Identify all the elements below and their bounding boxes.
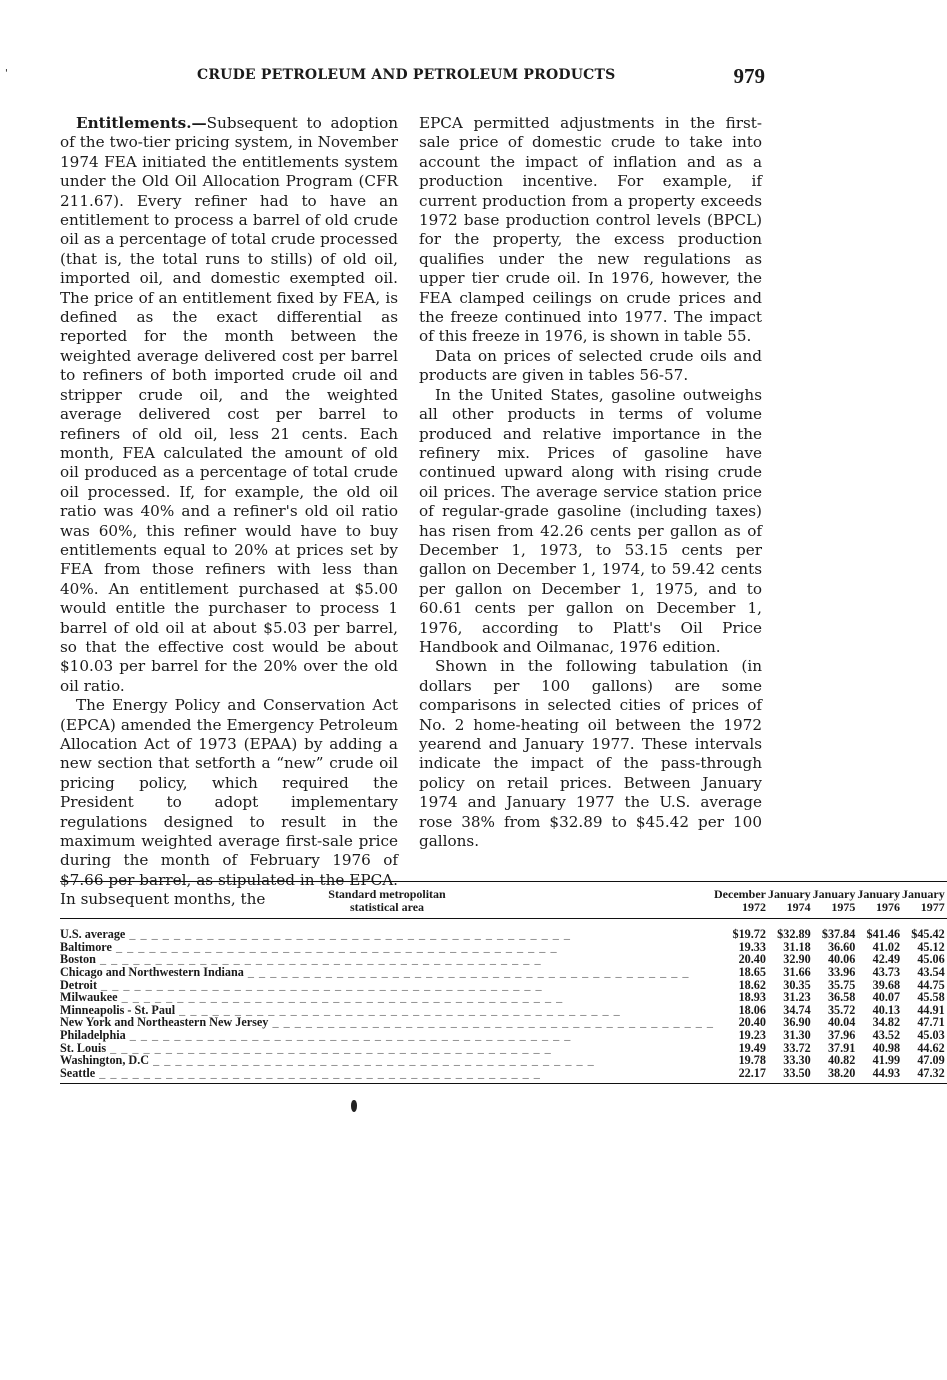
price-cell: 40.82 xyxy=(827,1053,856,1068)
area-label: New York and Northeastern New Jersey xyxy=(60,1015,269,1030)
price-cell: 34.74 xyxy=(783,1002,811,1017)
price-cell: $19.72 xyxy=(732,927,766,942)
price-cell: 43.73 xyxy=(872,964,901,979)
price-cell: 37.96 xyxy=(827,1027,856,1042)
price-cell: 31.30 xyxy=(783,1027,811,1042)
paragraph xyxy=(60,114,398,696)
column-header-area: Standard metropolitan statistical area xyxy=(60,882,714,919)
area-label: Philadelphia xyxy=(60,1027,126,1042)
area-label: U.S. average xyxy=(60,927,126,942)
price-cell: 37.91 xyxy=(827,1040,856,1055)
price-cell: 36.90 xyxy=(783,1015,811,1030)
running-title: CRUDE PETROLEUM AND PETROLEUM PRODUCTS xyxy=(197,67,616,83)
column-header-jan-1977: January 1977 xyxy=(902,882,947,919)
price-cell: 35.72 xyxy=(827,1002,856,1017)
price-cell: 44.93 xyxy=(872,1065,901,1080)
price-cell: $32.89 xyxy=(777,927,811,942)
price-cell: 18.62 xyxy=(738,977,766,992)
price-cell: 36.60 xyxy=(827,939,856,954)
price-cell: 19.23 xyxy=(738,1027,766,1042)
area-label: Baltimore xyxy=(60,939,112,954)
dot-leader: _ _ _ _ _ _ _ _ _ _ _ _ _ _ _ _ _ _ _ _ _ _ _ _ _ _ _ _ _ _ _ _ _ _ _ _ _ _ _ _ xyxy=(97,977,543,992)
price-cell: 47.09 xyxy=(917,1053,945,1068)
left-column xyxy=(60,114,398,910)
price-cell: 40.07 xyxy=(872,990,901,1005)
price-cell: 33.72 xyxy=(783,1040,811,1055)
row-area-name xyxy=(60,919,714,941)
price-cell: 19.78 xyxy=(738,1053,766,1068)
paragraph: The Energy Policy and Conservation Act (EPCA) amended the Emergency Petroleum Allocation Act of 1973 (EPAA) by adding a new section that setforth a “new” crude oil pricing policy, which required the President to adopt implementary regulations designed to result in the maximum weighted average first-sale price during the month of February 1976 of $7.66 per barrel, as stipulated in the EPCA. In subsequent months, the xyxy=(60,696,398,909)
price-cell: 40.06 xyxy=(827,952,856,967)
price-cell: 45.06 xyxy=(917,952,945,967)
column-header-jan-1976: January 1976 xyxy=(857,882,902,919)
run-in-heading: Entitlements.— xyxy=(76,114,207,132)
paragraph: Data on prices of selected crude oils and products are given in tables 56-57. xyxy=(419,346,762,385)
price-cell: 20.40 xyxy=(738,952,766,967)
price-cell: 22.17 xyxy=(738,1065,766,1080)
price-cell: 45.12 xyxy=(917,939,945,954)
dot-leader: _ _ _ _ _ _ _ _ _ _ _ _ _ _ _ _ _ _ _ _ _ _ _ _ _ _ _ _ _ _ _ _ _ _ _ _ _ _ _ _ xyxy=(125,1027,572,1042)
price-cell: 33.30 xyxy=(783,1053,811,1068)
page-header xyxy=(60,66,765,90)
price-cell: 35.75 xyxy=(827,977,856,992)
price-cell: 41.02 xyxy=(872,939,901,954)
price-cell: 18.93 xyxy=(738,990,766,1005)
price-cell: 20.40 xyxy=(738,1015,766,1030)
paragraph: Shown in the following tabulation (in dollars per 100 gallons) are some comparisons in selected cities of prices of No. 2 home-heating oil between the 1972 yearend and January 1977. These intervals indicate the impact of the pass-through policy on retail prices. Between January 1974 and January 1977 the U.S. average rose 38% from $32.89 to $45.42 per 100 gallons. xyxy=(419,657,762,851)
price-cell: 45.58 xyxy=(917,990,945,1005)
price-cell: 43.54 xyxy=(917,964,945,979)
heating-oil-price-table xyxy=(60,881,947,1084)
area-label: Detroit xyxy=(60,977,97,992)
price-cell: $45.42 xyxy=(911,927,945,942)
right-column xyxy=(419,114,762,851)
column-header-jan-1975: January 1975 xyxy=(813,882,858,919)
dot-leader: _ _ _ _ _ _ _ _ _ _ _ _ _ _ _ _ _ _ _ _ _ _ _ _ _ _ _ _ _ _ _ _ _ _ _ _ _ _ _ _ xyxy=(175,1002,621,1017)
price-cell: 34.82 xyxy=(872,1015,901,1030)
area-label: Washington, D.C xyxy=(60,1053,150,1068)
area-label: Chicago and Northwestern Indiana xyxy=(60,964,244,979)
dot-leader: _ _ _ _ _ _ _ _ _ _ _ _ _ _ _ _ _ _ _ _ _ _ _ _ _ _ _ _ _ _ _ _ _ _ _ _ _ _ _ _ xyxy=(125,927,571,942)
dot-leader: _ _ _ _ _ _ _ _ _ _ _ _ _ _ _ _ _ _ _ _ _ _ _ _ _ _ _ _ _ _ _ _ _ _ _ _ _ _ _ _ xyxy=(243,964,690,979)
price-cell: 30.35 xyxy=(783,977,811,992)
price-cell: 44.62 xyxy=(917,1040,945,1055)
price-cell: 40.04 xyxy=(827,1015,856,1030)
price-cell: 36.58 xyxy=(827,990,856,1005)
price-cell: 31.23 xyxy=(783,990,811,1005)
dot-leader: _ _ _ _ _ _ _ _ _ _ _ _ _ _ _ _ _ _ _ _ _ _ _ _ _ _ _ _ _ _ _ _ _ _ _ _ _ _ _ _ xyxy=(149,1053,595,1068)
price-cell: 33.50 xyxy=(783,1065,811,1080)
price-cell: 38.20 xyxy=(827,1065,856,1080)
price-cell: 40.98 xyxy=(872,1040,901,1055)
price-cell: 47.71 xyxy=(917,1015,945,1030)
price-cell: 19.49 xyxy=(738,1040,766,1055)
price-cell: 31.18 xyxy=(783,939,811,954)
price-cell: 47.32 xyxy=(917,1065,945,1080)
column-header-dec-1972: December 1972 xyxy=(714,882,768,919)
dot-leader: _ _ _ _ _ _ _ _ _ _ _ _ _ _ _ _ _ _ _ _ _ _ _ _ _ _ _ _ _ _ _ _ _ _ _ _ _ _ _ _ xyxy=(95,952,542,967)
table-row xyxy=(60,919,947,941)
table-header xyxy=(60,882,947,919)
price-cell: 31.66 xyxy=(783,964,811,979)
price-cell: $41.46 xyxy=(866,927,901,942)
table-row xyxy=(60,1067,947,1084)
price-cell: 44.91 xyxy=(917,1002,945,1017)
price-cell: 41.99 xyxy=(872,1053,901,1068)
price-cell: 39.68 xyxy=(872,977,901,992)
margin-tick-mark: ' xyxy=(5,68,8,79)
dot-leader: _ _ _ _ _ _ _ _ _ _ _ _ _ _ _ _ _ _ _ _ _ _ _ _ _ _ _ _ _ _ _ _ _ _ _ _ _ _ _ _ xyxy=(111,939,558,954)
dot-leader: _ _ _ _ _ _ _ _ _ _ _ _ _ _ _ _ _ _ _ _ _ _ _ _ _ _ _ _ _ _ _ _ _ _ _ _ _ _ _ _ xyxy=(268,1015,715,1030)
price-cell: 18.65 xyxy=(738,964,766,979)
price-cell: $37.84 xyxy=(821,927,856,942)
price-cell: 19.33 xyxy=(738,939,766,954)
paragraph-continued: EPCA permitted adjustments in the first-sale price of domestic crude to take into account the impact of inflation and as a production incentive. For example, if current production from a property exceeds 1972 base production control levels (BPCL) for the property, the excess production qualifies under the new regulations as upper tier crude oil. In 1976, however, the FEA clamped ceilings on crude prices and the freeze continued into 1977. The impact of this freeze in 1976, is shown in table 55. xyxy=(419,114,762,346)
table-body xyxy=(60,919,947,1084)
paragraph: In the United States, gasoline outweighs all other products in terms of volume produced and relative importance in the refinery mix. Prices of gasoline have continued upward along with rising crude oil prices. The average service station price of regular-grade gasoline (including taxes) has risen from 42.26 cents per gallon as of December 1, 1973, to 53.15 cents per gallon on December 1, 1974, to 59.42 cents per gallon on December 1, 1975, and to 60.61 cents per gallon on December 1, 1976, according to Platt's Oil Price Handbook and Oilmanac, 1976 edition. xyxy=(419,385,762,656)
price-table-container xyxy=(60,881,945,1084)
page-number: 979 xyxy=(733,64,765,88)
price-cell: 42.49 xyxy=(872,952,901,967)
price-cell: 33.96 xyxy=(827,964,856,979)
area-label: Seattle xyxy=(60,1065,96,1080)
area-label: Boston xyxy=(60,952,96,967)
area-label: Milwaukee xyxy=(60,990,118,1005)
price-cell: 43.52 xyxy=(872,1027,901,1042)
paragraph-text: Subsequent to adoption of the two-tier pricing system, in November 1974 FEA initiated the entitlements system under the Old Oil Allocation Program (CFR 211.67). Every refiner had to have an entitlement to process a barrel of old crude oil as a percentage of total crude processed (that is, the total runs to stills) of old oil, imported oil, and domestic exempted oil. The price of an entitlement fixed by FEA, is defined as the exact differential as reported for the month between the weighted average delivered cost per barrel to refiners of both imported crude oil and stripper crude oil, and the weighted average delivered cost per barrel to refiners of old oil, less 21 cents. Each month, FEA calculated the amount of old oil produced as a percentage of total crude oil processed. If, for example, the old oil ratio was 40% and a refiner's old oil ratio was 60%, this refiner would have to buy entitlements equal to 20% at prices set by FEA from those refiners with less than 40%. An entitlement purchased at $5.00 would entitle the purchaser to process 1 barrel of old oil at about $5.03 per barrel, so that the effective cost would be about $10.03 per barrel for the 20% over the old oil ratio. xyxy=(60,114,398,695)
ink-blot-mark xyxy=(351,1100,357,1112)
area-label: Minneapolis - St. Paul xyxy=(60,1002,176,1017)
price-cell: 40.13 xyxy=(872,1002,901,1017)
price-cell: 32.90 xyxy=(783,952,811,967)
price-cell: 18.06 xyxy=(738,1002,766,1017)
row-area-name xyxy=(60,1067,714,1084)
price-cell: 44.75 xyxy=(917,977,945,992)
dot-leader: _ _ _ _ _ _ _ _ _ _ _ _ _ _ _ _ _ _ _ _ _ _ _ _ _ _ _ _ _ _ _ _ _ _ _ _ _ _ _ _ xyxy=(117,990,564,1005)
dot-leader: _ _ _ _ _ _ _ _ _ _ _ _ _ _ _ _ _ _ _ _ _ _ _ _ _ _ _ _ _ _ _ _ _ _ _ _ _ _ _ _ xyxy=(106,1040,552,1055)
table-header-row xyxy=(60,882,947,919)
dot-leader: _ _ _ _ _ _ _ _ _ _ _ _ _ _ _ _ _ _ _ _ _ _ _ _ _ _ _ _ _ _ _ _ _ _ _ _ _ _ _ _ xyxy=(95,1065,541,1080)
area-label: St. Louis xyxy=(60,1040,107,1055)
column-header-jan-1974: January 1974 xyxy=(768,882,813,919)
price-cell: 45.03 xyxy=(917,1027,945,1042)
